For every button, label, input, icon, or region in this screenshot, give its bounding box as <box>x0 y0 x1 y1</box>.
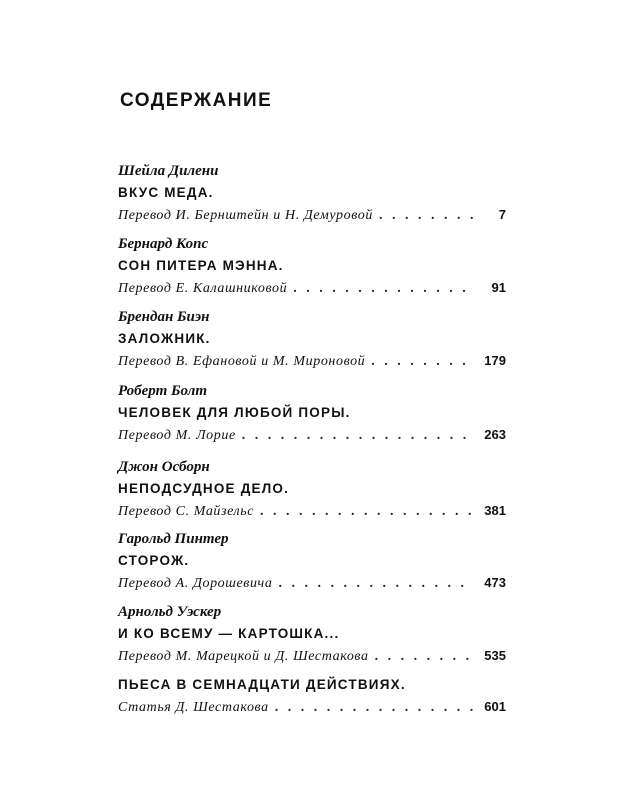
translation-credit: Перевод И. Бернштейн и Н. Демуровой <box>118 208 373 223</box>
leader-dots <box>375 646 474 668</box>
page-number: 91 <box>491 280 506 295</box>
credit-row <box>118 696 506 718</box>
page-number: 473 <box>484 575 506 590</box>
credit-row <box>118 645 506 667</box>
toc-entry <box>118 674 506 718</box>
leader-dots <box>278 573 474 595</box>
translation-credit: Статья Д. Шестакова <box>118 700 269 715</box>
work-title: И КО ВСЕМУ — КАРТОШКА... <box>118 626 340 641</box>
work-title: ЗАЛОЖНИК. <box>118 331 211 346</box>
toc-entry <box>118 456 506 522</box>
credit-row <box>118 204 506 226</box>
page-title: СОДЕРЖАНИЕ <box>120 90 273 111</box>
toc-entry <box>118 233 506 299</box>
translation-credit: Перевод М. Лорие <box>118 428 236 443</box>
work-title: СТОРОЖ. <box>118 553 190 568</box>
page-number: 179 <box>484 353 506 368</box>
translation-credit: Перевод А. Дорошевича <box>118 576 273 591</box>
leader-dots <box>379 205 474 227</box>
page-number: 535 <box>484 648 506 663</box>
author-name: Шейла Дилени <box>118 163 219 179</box>
work-title: ПЬЕСА В СЕМНАДЦАТИ ДЕЙСТВИЯХ. <box>118 677 406 692</box>
page-number: 263 <box>484 427 506 442</box>
author-name: Джон Осборн <box>118 459 210 475</box>
author-name: Арнольд Уэскер <box>118 604 222 620</box>
translation-credit: Перевод Е. Калашниковой <box>118 281 288 296</box>
page-number: 381 <box>484 503 506 518</box>
page-number: 601 <box>484 699 506 714</box>
author-name: Гарольд Пинтер <box>118 531 229 547</box>
work-title: НЕПОДСУДНОЕ ДЕЛО. <box>118 481 290 496</box>
leader-dots <box>371 351 474 373</box>
toc-entry <box>118 380 506 446</box>
credit-row <box>118 277 506 299</box>
toc-entry <box>118 306 506 372</box>
author-name: Бернард Копс <box>118 236 209 252</box>
credit-row <box>118 350 506 372</box>
work-title: СОН ПИТЕРА МЭННА. <box>118 258 284 273</box>
credit-row <box>118 572 506 594</box>
leader-dots <box>260 501 474 523</box>
credit-row <box>118 424 506 446</box>
translation-credit: Перевод М. Марецкой и Д. Шестакова <box>118 649 369 664</box>
leader-dots <box>242 425 474 447</box>
translation-credit: Перевод С. Майзельс <box>118 504 255 519</box>
leader-dots <box>275 697 474 719</box>
leader-dots <box>293 278 474 300</box>
author-name: Брендан Биэн <box>118 309 210 325</box>
author-name: Роберт Болт <box>118 383 208 399</box>
credit-row <box>118 500 506 522</box>
work-title: ЧЕЛОВЕК ДЛЯ ЛЮБОЙ ПОРЫ. <box>118 405 351 420</box>
page-number: 7 <box>498 207 506 222</box>
toc-entry <box>118 601 506 667</box>
toc-entry <box>118 528 506 594</box>
work-title: ВКУС МЕДА. <box>118 185 214 200</box>
toc-entry <box>118 160 506 226</box>
translation-credit: Перевод В. Ефановой и М. Мироновой <box>118 354 366 369</box>
